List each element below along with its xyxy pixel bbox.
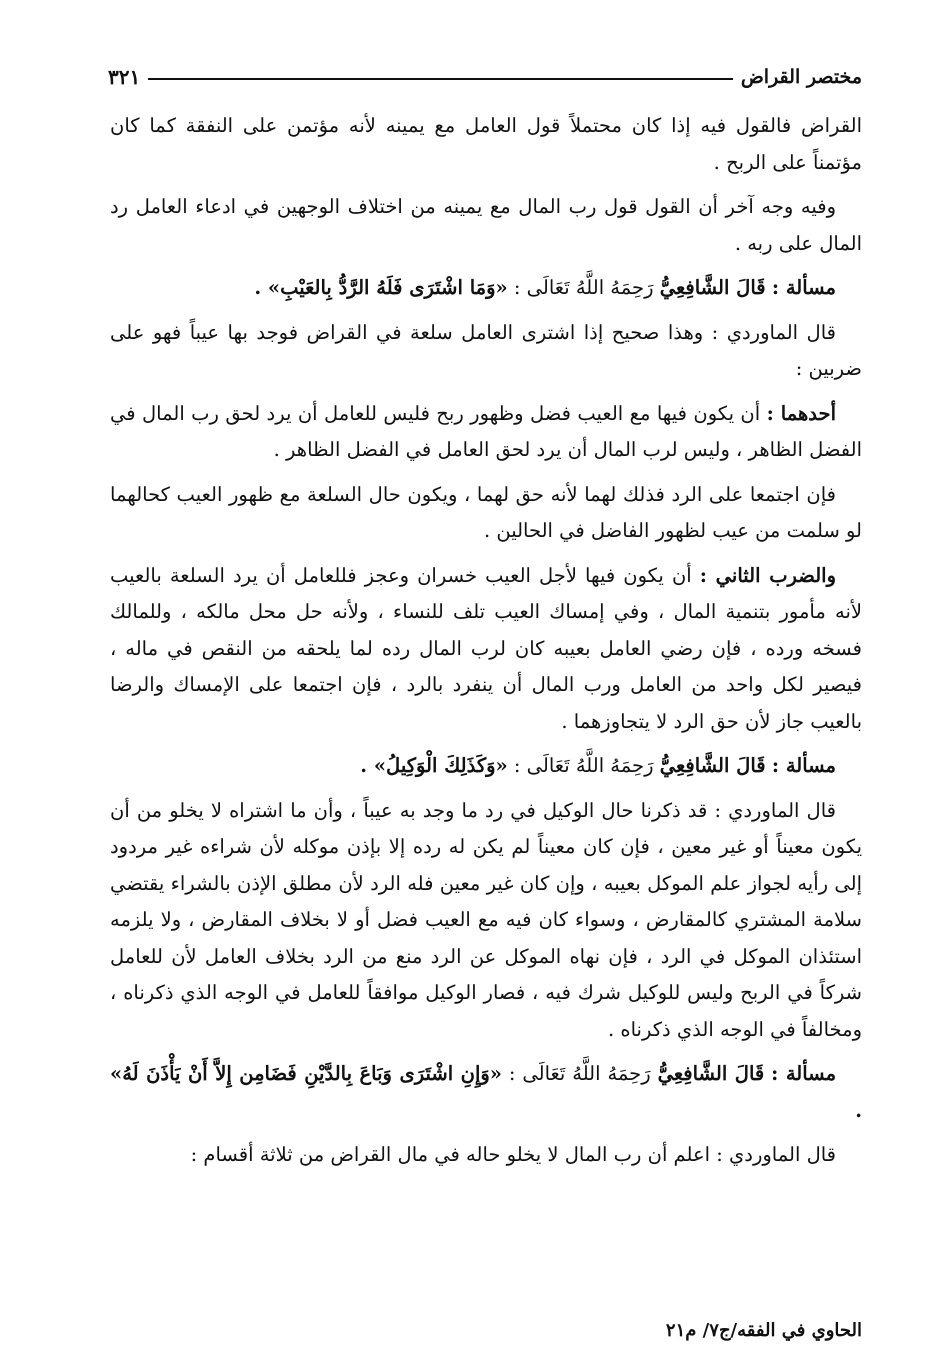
shafii-name: قَالَ الشَّافِعِيُّ [657, 1062, 765, 1085]
shafii-name: قَالَ الشَّافِعِيُّ [659, 754, 766, 777]
masala-label: مسألة : [771, 754, 836, 777]
masala-heading [110, 1056, 862, 1129]
running-header [108, 62, 862, 92]
paragraph: قال الماوردي : اعلم أن رب المال لا يخلو حاله في مال القراض من ثلاثة أقسام : [190, 1143, 836, 1166]
quoted-text: «وَمَا اشْتَرَى فَلَهُ الرَّدُّ بِالعَيْبِ» . [254, 276, 508, 299]
first-kind-lead: أحدهما : [766, 401, 836, 425]
header-rule [148, 78, 733, 80]
first-kind-text: أن يكون فيها مع العيب فضل وظهور ربح فليس للعامل أن يرد لحق رب المال في الفضل الظاهر ، وليس لرب المال أن يرد لحق العامل في الفضل الظاهر . [110, 401, 862, 461]
masala-label: مسألة : [771, 276, 836, 299]
invocation: رَحِمَهُ اللَّهُ تَعَالَى : [513, 276, 654, 299]
paragraph: فإن اجتمعا على الرد فذلك لهما لأنه حق لهما ، ويكون حال السلعة مع ظهور العيب كحالهما لو سلمت من عيب لظهور الفاضل في الحالين . [110, 482, 862, 542]
first-kind-paragraph [110, 396, 862, 469]
masala-heading [110, 270, 862, 307]
masala-heading [110, 748, 862, 785]
paragraph: القراض فالقول فيه إذا كان محتملاً قول العامل مع يمينه لأنه مؤتمن على النفقة كما كان مؤتمناً على الربح . [110, 114, 862, 174]
invocation: رَحِمَهُ اللَّهُ تَعَالَى : [508, 1062, 651, 1085]
invocation: رَحِمَهُ اللَّهُ تَعَالَى : [513, 754, 654, 777]
second-kind-paragraph [110, 558, 862, 741]
page-footer: الحاوي في الفقه/ج٧/ م٢١ [665, 1320, 862, 1341]
quoted-text: «وَإِنِ اشْتَرَى وَبَاعَ بِالدَّيْنِ فَضَامِن إِلاَّ أَنْ يَأْذَنَ لَهُ» . [110, 1062, 862, 1122]
page-body [110, 108, 862, 1182]
second-kind-lead: والضرب الثاني : [699, 563, 836, 587]
running-title: مختصر القراض [740, 66, 862, 88]
paragraph: قال الماوردي : وهذا صحيح إذا اشترى العامل سلعة في القراض فوجد بها عيباً فهو على ضربين : [110, 320, 862, 380]
masala-label: مسألة : [771, 1062, 837, 1085]
quoted-text: «وَكَذَلِكَ الْوَكِيلُ» . [360, 754, 508, 777]
second-kind-text: أن يكون فيها لأجل العيب خسران وعجز فللعامل أن يرد السلعة بالعيب لأنه مأمور بتنمية المال ، وفي إمساك العيب تلف للنساء ، ولأنه حل محل مالكه ، وللمالك فسخه ورده ، فإن رضي العامل بعيبه كان لرب المال رده لما يلحقه من النقص في ماله ، فيصير لكل واحد من العامل ورب المال أن ينفرد بالرد ، فإن اجتمعا على الإمساك والرضا بالعيب جاز لأن حق الرد لا يتجاوزهما . [110, 563, 862, 733]
paragraph: قال الماوردي : قد ذكرنا حال الوكيل في رد ما وجد به عيباً ، وأن ما اشتراه لا يخلو من أن يكون معيناً أو غير معين ، فإن كان معيناً لم يكن له رده إلا بإذن موكله لأن شراءه غير مردود إلى رأيه لجواز علم الموكل بعيبه ، وإن كان غير معين فله الرد لأن مطلق الإذن بالشراء يقتضي سلامة المشتري كالمقارض ، وسواء كان فيه مع العيب فضل أو لا بخلاف المقارض ، ولا يلزمه استئذان الموكل في الرد ، فإن نهاه الموكل عن الرد منع من الرد بخلاف العامل لأن للعامل شركاً في الربح وليس للوكيل شرك فيه ، فصار الوكيل موافقاً للعامل في الوجه الذي ذكرناه ، ومخالفاً في الوجه الذي ذكرناه . [110, 798, 862, 1041]
page-number: ٣٢١ [108, 65, 141, 89]
shafii-name: قَالَ الشَّافِعِيُّ [659, 276, 766, 299]
paragraph: وفيه وجه آخر أن القول قول رب المال مع يمينه من اختلاف الوجهين في ادعاء العامل رد المال على ربه . [110, 195, 862, 255]
